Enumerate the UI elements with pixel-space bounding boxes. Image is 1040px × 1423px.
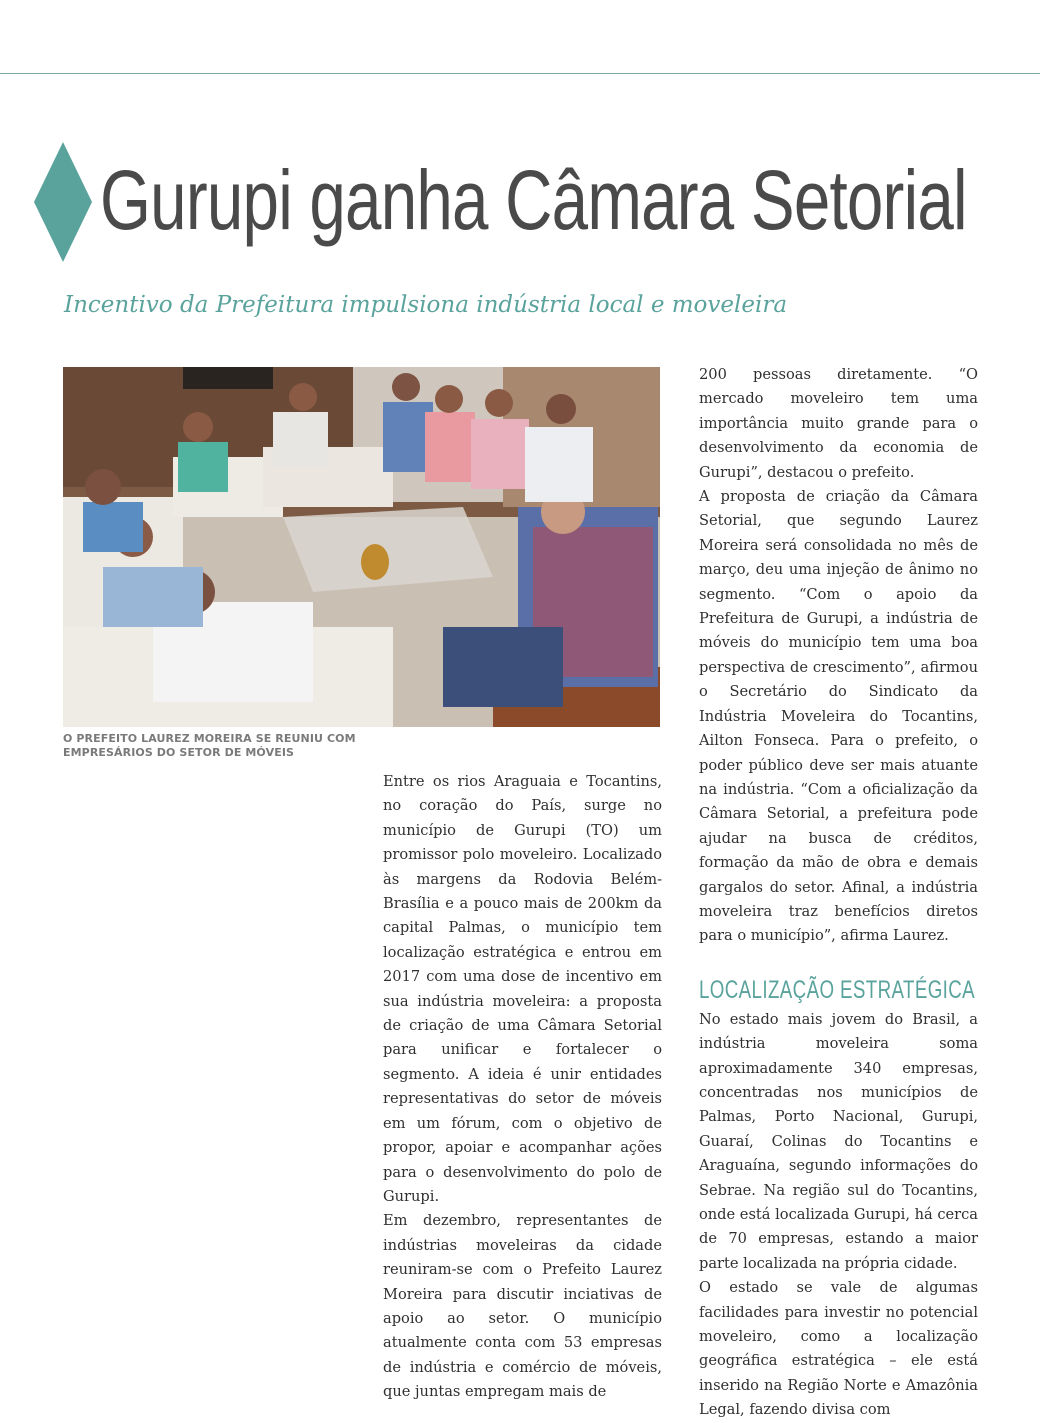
paragraph: Em dezembro, representantes de indústrias moveleiras da cidade reuniram-se com o Prefeito Laurez Moreira para discutir inciativas de apoio ao setor. O município atualmente conta com 53 empresas de indústria e comércio de móveis, que juntas empregam mais de [383,1212,662,1401]
paragraph: 200 pessoas diretamente. “O mercado moveleiro tem uma importância muito grande para o desenvolvimento da economia de Gurupi”, destacou o prefeito. [699,366,978,481]
section-heading: LOCALIZAÇÃO ESTRATÉGICA [699,975,976,1004]
top-rule [0,73,1040,74]
paragraph: No estado mais jovem do Brasil, a indústria moveleira soma aproximadamente 340 empresas, concentradas nos municípios de Palmas, Porto Nacional, Gurupi, Guaraí, Colinas do Tocantins e Araguaína, segundo informações do Sebrae. Na região sul do Tocantins, onde está localizada Gurupi, há cerca de 70 empresas, estando a maior parte localizada na própria cidade. [699,1010,978,1272]
photo-caption: O PREFEITO LAUREZ MOREIRA SE REUNIU COM EMPRESÁRIOS DO SETOR DE MÓVEIS [63,732,356,759]
paragraph: A proposta de criação da Câmara Setorial, que segundo Laurez Moreira será consolidada no mês de março, deu uma injeção de ânimo no segmento. “Com o apoio da Prefeitura de Gurupi, a indústria de móveis do município tem uma boa perspectiva de crescimento”, afirmou o Secretário do Sindicato da Indústria Moveleira do Tocantins, Ailton Fonseca. Para o prefeito, o poder público deve ser mais atuante na indústria. “Com a oficialização da Câmara Setorial, a prefeitura pode ajudar na busca de créditos, formação da mão de obra e demais gargalos do setor. Afinal, a indústria moveleira traz benefícios diretos para o município”, afirma Laurez. [699,488,978,945]
subtitle: Incentivo da Prefeitura impulsiona indústria local e moveleira [64,292,788,318]
photo-illustration [63,367,660,727]
article-column-right [699,363,978,1423]
page-title: Gurupi ganha Câmara Setorial [100,153,967,247]
article-column-middle [383,770,662,1405]
diamond-icon [34,142,92,262]
paragraph: O estado se vale de algumas facilidades para investir no potencial moveleiro, como a localização geográfica estratégica – ele está inserido na Região Norte e Amazônia Legal, fazendo divisa com [699,1279,978,1419]
meeting-photo [63,367,660,727]
paragraph: Entre os rios Araguaia e Tocantins, no coração do País, surge no município de Gurupi (TO) um promissor polo moveleiro. Localizado às margens da Rodovia Belém-Brasília e a pouco mais de 200km da capital Palmas, o município tem localização estratégica e entrou em 2017 com uma dose de incentivo em sua indústria moveleira: a proposta de criação de uma Câmara Setorial para unificar e fortalecer o segmento. A ideia é unir entidades representativas do setor de móveis em um fórum, com o objetivo de propor, apoiar e acompanhar ações para o desenvolvimento do polo de Gurupi. [383,773,662,1205]
